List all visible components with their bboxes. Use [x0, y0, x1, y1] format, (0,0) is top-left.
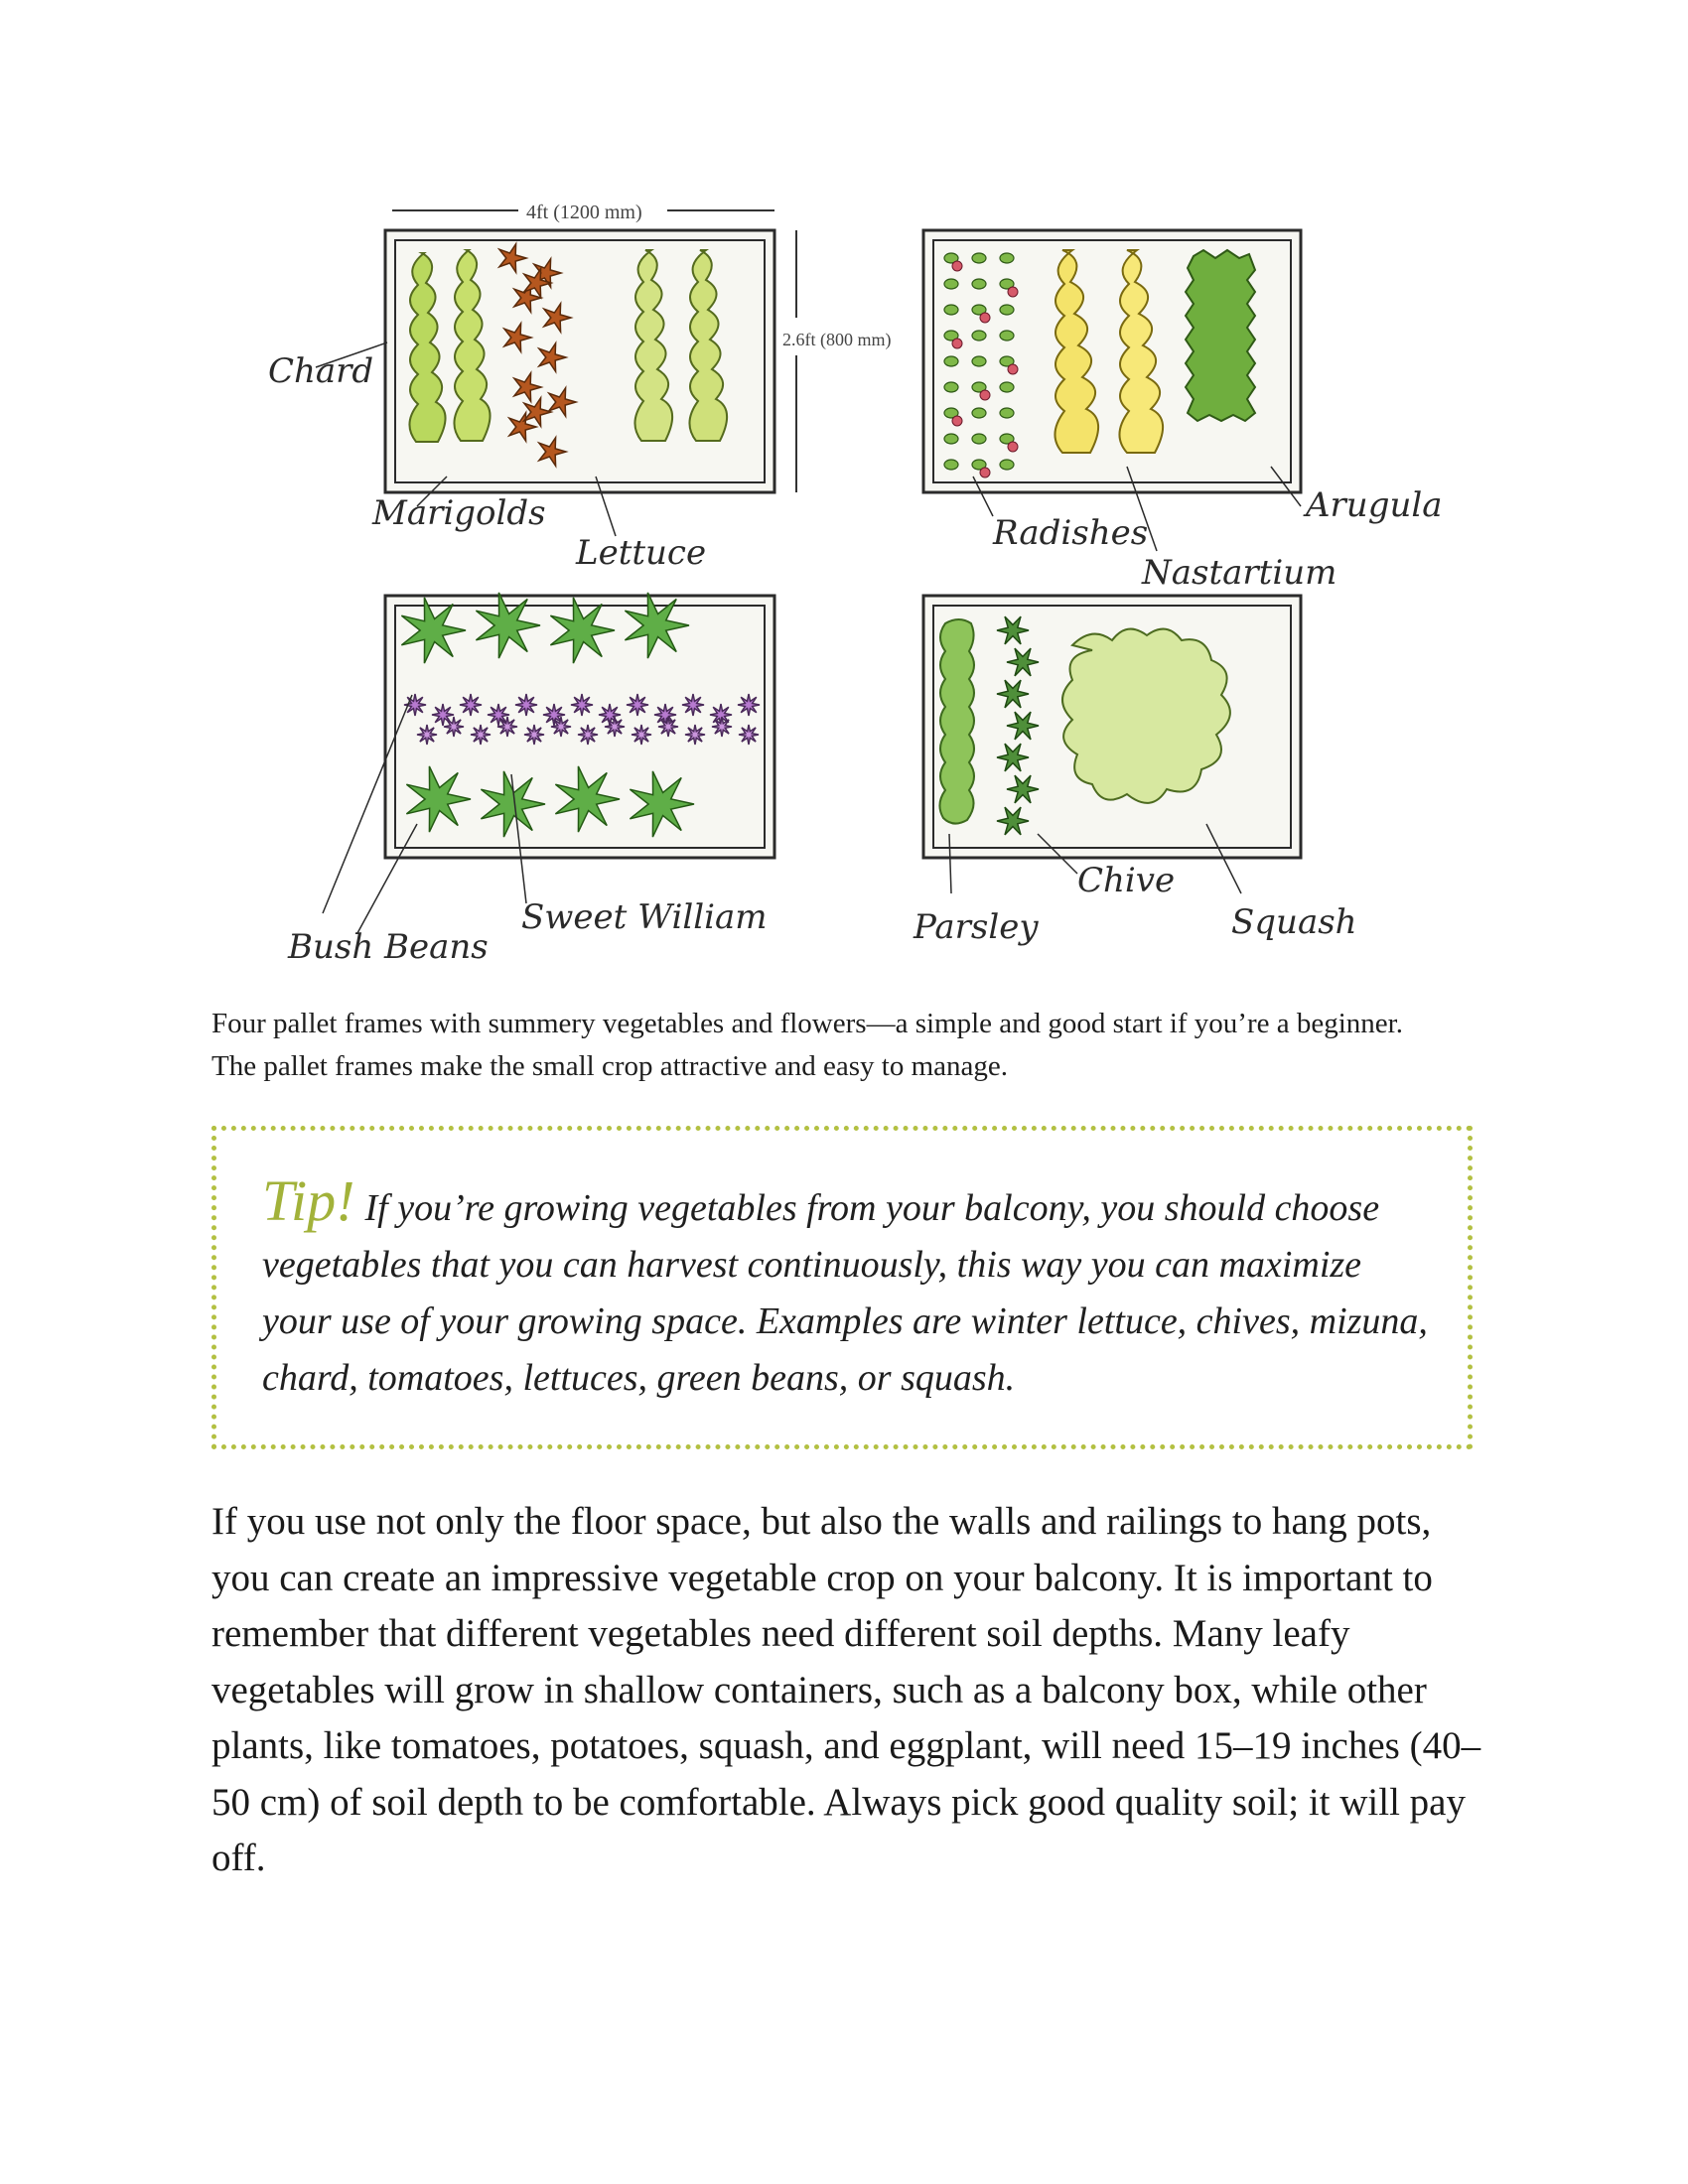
sweet-william-flower	[497, 717, 517, 737]
radish-leaf	[944, 434, 958, 444]
sweet-william-flower	[571, 694, 593, 716]
pallet-frame-bush-beans-sweet-william	[385, 593, 774, 858]
radish-leaf	[1000, 460, 1014, 470]
caption-line-2: The pallet frames make the small crop attractive and easy to manage.	[211, 1050, 1008, 1082]
sweet-william-flower	[551, 717, 571, 737]
radish-leaf	[944, 356, 958, 366]
radish-leaf	[1000, 253, 1014, 263]
sweet-william-flower	[738, 694, 760, 716]
sweet-william-flower	[444, 717, 464, 737]
sweet-william-flower	[658, 717, 678, 737]
radish-root	[1008, 287, 1018, 297]
label-squash: Squash	[1231, 902, 1357, 942]
radish-leaf	[972, 356, 986, 366]
radish-leaf	[972, 253, 986, 263]
radish-leaf	[1000, 305, 1014, 315]
dimension-width-label: 4ft (1200 mm)	[526, 202, 642, 223]
radish-leaf	[944, 460, 958, 470]
pallet-frame-parsley-chive-squash	[923, 596, 1301, 858]
radish-leaf	[944, 279, 958, 289]
tip-content	[262, 1168, 1434, 1407]
radish-root	[1008, 442, 1018, 452]
sweet-william-flower	[471, 725, 491, 745]
sweet-william-flower	[739, 725, 759, 745]
sweet-william-flower	[578, 725, 598, 745]
sweet-william-flower	[460, 694, 482, 716]
radish-leaf	[972, 434, 986, 444]
radish-root	[980, 313, 990, 323]
label-bush-beans: Bush Beans	[288, 927, 489, 967]
label-chard: Chard	[268, 351, 374, 391]
sweet-william-flower	[685, 725, 705, 745]
radish-root	[1008, 364, 1018, 374]
label-radishes: Radishes	[993, 513, 1149, 553]
arugula-plant	[1186, 250, 1255, 421]
radish-leaf	[1000, 408, 1014, 418]
dimension-height-label: 2.6ft (800 mm)	[782, 330, 892, 349]
tip-text: If you’re growing vegetables from your balcony, you should choose vegetables that you can harvest continuously, this way you can maximize your use of your growing space. Examples are winter lettuce, chives, mizuna, chard, tomatoes, lettuces, green beans, or squash.	[262, 1187, 1428, 1399]
radish-leaf	[972, 408, 986, 418]
radish-leaf	[972, 279, 986, 289]
radish-leaf	[944, 305, 958, 315]
figure-caption	[211, 1003, 1492, 1088]
sweet-william-flower	[524, 725, 544, 745]
radish-root	[952, 339, 962, 348]
tip-label: Tip!	[262, 1168, 355, 1233]
label-lettuce: Lettuce	[576, 533, 707, 573]
body-paragraph: If you use not only the floor space, but also the walls and railings to hang pots, you can create an impressive vegetable crop on your balcony. It is important to remember that different vegetables need different soil depths. Many leafy vegetables will grow in shallow containers, such as a balcony box, while other plants, like tomatoes, potatoes, squash, and eggplant, will need 15–19 inches (40–50 cm) of soil depth to be comfortable. Always pick good quality soil; it will pay off.	[211, 1500, 1481, 1879]
sweet-william-flower	[417, 725, 437, 745]
parsley-plant	[939, 619, 974, 824]
tip-box	[211, 1126, 1473, 1449]
radish-leaf	[1000, 331, 1014, 341]
garden-plan-illustration	[238, 179, 1450, 973]
sweet-william-flower	[627, 694, 648, 716]
radish-leaf	[972, 331, 986, 341]
label-marigolds: Marigolds	[372, 493, 546, 533]
sweet-william-flower	[712, 717, 732, 737]
sweet-william-flower	[632, 725, 651, 745]
pallet-frame-chard-marigolds-lettuce	[385, 230, 774, 492]
label-nasturtium: Nastartium	[1142, 553, 1337, 593]
radish-root	[980, 468, 990, 478]
radish-root	[952, 416, 962, 426]
sweet-william-flower	[605, 717, 625, 737]
radish-leaf	[1000, 382, 1014, 392]
label-chive: Chive	[1077, 861, 1176, 900]
radish-leaf	[944, 382, 958, 392]
radish-root	[952, 261, 962, 271]
label-parsley: Parsley	[914, 907, 1039, 947]
pallet-frame-radishes-nasturtium-arugula	[923, 230, 1301, 492]
label-arugula: Arugula	[1306, 485, 1443, 525]
caption-line-1: Four pallet frames with summery vegetables and flowers—a simple and good start if you’re a beginner.	[211, 1008, 1403, 1039]
body-text	[211, 1494, 1492, 1887]
sweet-william-flower	[515, 694, 537, 716]
label-sweet-william: Sweet William	[521, 897, 768, 937]
radish-root	[980, 390, 990, 400]
sweet-william-flower	[682, 694, 704, 716]
